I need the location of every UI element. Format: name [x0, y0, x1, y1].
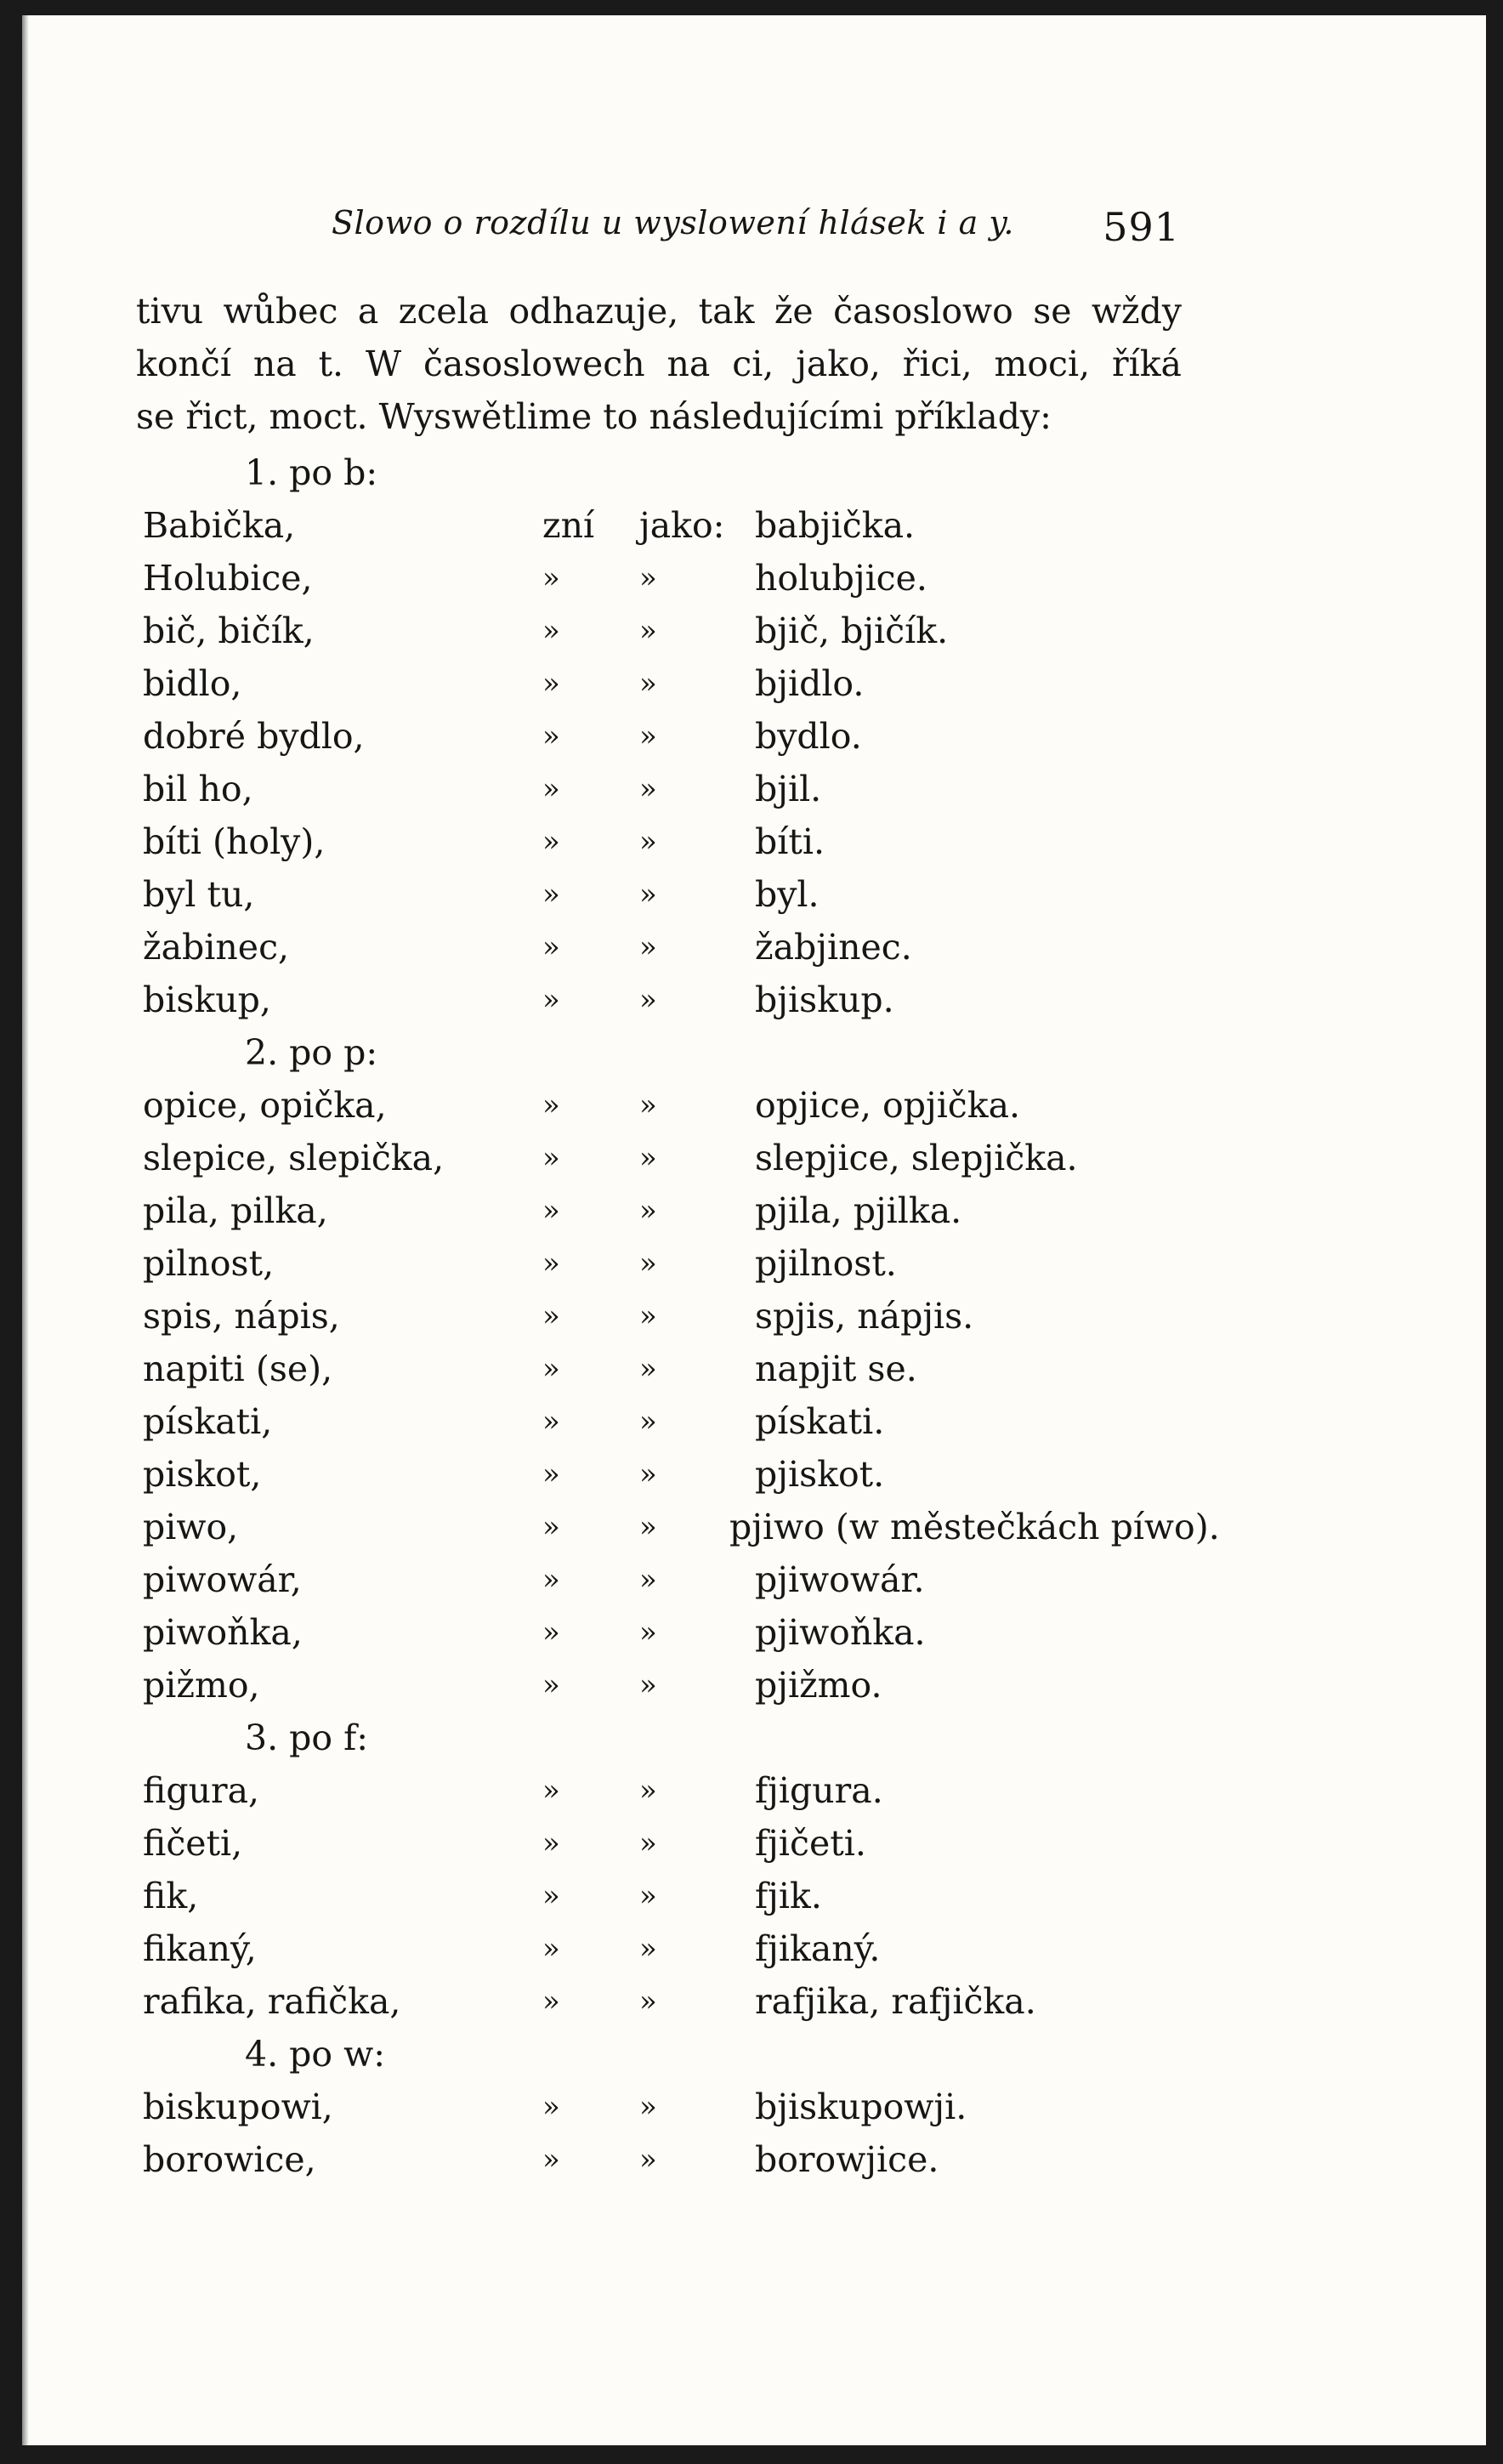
section-heading — [0, 1712, 1503, 1764]
written-word: piskot, — [143, 1454, 262, 1495]
table-row — [0, 974, 1503, 1026]
as-label: » — [639, 1984, 657, 2018]
as-label: » — [639, 1352, 657, 1386]
as-label: » — [639, 1299, 657, 1333]
as-label: » — [639, 719, 657, 753]
sounds-label: » — [542, 1088, 560, 1122]
running-head: Slowo o rozdílu u wyslowení hlásek i a y. — [332, 204, 1014, 241]
written-word: fičeti, — [143, 1823, 243, 1864]
table-row — [0, 1395, 1503, 1448]
pronunciation: babjička. — [755, 505, 916, 546]
pronunciation: fjičeti. — [755, 1823, 866, 1864]
pronunciation: pjiwowár. — [755, 1559, 925, 1600]
written-word: bíti (holy), — [143, 821, 326, 862]
sounds-label: » — [542, 1932, 560, 1966]
pronunciation: napjit se. — [755, 1348, 917, 1389]
as-label: » — [639, 1774, 657, 1808]
as-label: » — [639, 1405, 657, 1439]
sounds-label: » — [542, 2090, 560, 2124]
as-label: » — [639, 877, 657, 911]
section-heading — [0, 1026, 1503, 1079]
as-label: » — [639, 667, 657, 701]
pronunciation-table — [0, 446, 1503, 2186]
sounds-label: » — [542, 719, 560, 753]
pronunciation: borowjice. — [755, 2139, 939, 2180]
as-label: » — [639, 561, 657, 595]
table-row — [0, 1764, 1503, 1817]
written-word: borowice, — [143, 2139, 316, 2180]
written-word: piwowár, — [143, 1559, 302, 1600]
pronunciation: žabjinec. — [755, 927, 912, 968]
sounds-label: » — [542, 1194, 560, 1228]
table-row — [0, 1079, 1503, 1132]
written-word: bil ho, — [143, 769, 253, 809]
sounds-label: » — [542, 825, 560, 859]
pronunciation: rafjika, rafjička. — [755, 1981, 1036, 2022]
sounds-label: » — [542, 1563, 560, 1597]
written-word: žabinec, — [143, 927, 290, 968]
written-word: pižmo, — [143, 1665, 260, 1706]
as-label: » — [639, 1563, 657, 1597]
pronunciation: bjil. — [755, 769, 822, 809]
sounds-label: » — [542, 983, 560, 1017]
pronunciation: pjiwoňka. — [755, 1612, 926, 1653]
pronunciation: opjice, opjička. — [755, 1085, 1021, 1126]
written-word: opice, opička, — [143, 1085, 387, 1126]
pronunciation: fjik. — [755, 1876, 822, 1916]
written-word: fikaný, — [143, 1928, 257, 1969]
written-word: byl tu, — [143, 874, 255, 915]
pronunciation: pjiwo (w městečkách píwo). — [729, 1507, 1220, 1547]
written-word: Holubice, — [143, 558, 313, 599]
written-word: fik, — [143, 1876, 199, 1916]
as-label: » — [639, 1141, 657, 1175]
intro-paragraph — [136, 285, 1182, 443]
table-row — [0, 868, 1503, 921]
written-word: napiti (se), — [143, 1348, 333, 1389]
section-heading-label: 3. po f: — [245, 1717, 369, 1758]
sounds-label: » — [542, 877, 560, 911]
as-label: » — [639, 983, 657, 1017]
table-row — [0, 1343, 1503, 1395]
table-row — [0, 552, 1503, 605]
as-label: » — [639, 1615, 657, 1649]
as-label: » — [639, 2090, 657, 2124]
sounds-label: » — [542, 1246, 560, 1280]
as-label: » — [639, 2143, 657, 2177]
pronunciation: pískati. — [755, 1401, 885, 1442]
table-row — [0, 1501, 1503, 1553]
written-word: dobré bydlo, — [143, 716, 365, 757]
pronunciation: slepjice, slepjička. — [755, 1138, 1078, 1178]
section-heading — [0, 446, 1503, 499]
as-label: » — [639, 1826, 657, 1860]
pronunciation: bydlo. — [755, 716, 862, 757]
written-word: biskupowi, — [143, 2086, 333, 2127]
written-word: piwo, — [143, 1507, 239, 1547]
as-label: » — [639, 930, 657, 964]
written-word: bidlo, — [143, 663, 242, 704]
written-word: slepice, slepička, — [143, 1138, 445, 1178]
written-word: spis, nápis, — [143, 1296, 340, 1337]
pronunciation: fjikaný. — [755, 1928, 881, 1969]
table-row — [0, 1237, 1503, 1290]
table-row — [0, 499, 1503, 552]
table-row — [0, 1922, 1503, 1975]
sounds-label: » — [542, 561, 560, 595]
sounds-label: » — [542, 1826, 560, 1860]
pronunciation: pjižmo. — [755, 1665, 882, 1706]
section-heading-label: 2. po p: — [245, 1032, 378, 1073]
as-label: » — [639, 1879, 657, 1913]
intro-line: končí na t. W časoslowech na ci, jako, řici, moci, říká — [136, 343, 1182, 384]
table-row — [0, 605, 1503, 657]
sounds-label: » — [542, 1510, 560, 1544]
table-row — [0, 1448, 1503, 1501]
pronunciation: fjigura. — [755, 1770, 883, 1811]
table-row — [0, 1975, 1503, 2028]
pronunciation: spjis, nápjis. — [755, 1296, 974, 1337]
sounds-label: » — [542, 2143, 560, 2177]
table-row — [0, 2081, 1503, 2133]
sounds-label: » — [542, 1457, 560, 1491]
table-row — [0, 763, 1503, 815]
written-word: bič, bičík, — [143, 610, 315, 651]
sounds-label: » — [542, 614, 560, 648]
written-word: pískati, — [143, 1401, 273, 1442]
sounds-label: » — [542, 1615, 560, 1649]
section-heading-label: 1. po b: — [245, 452, 378, 493]
intro-line: tivu wůbec a zcela odhazuje, tak že časoslowo se wždy — [136, 291, 1182, 332]
table-row — [0, 2133, 1503, 2186]
as-label: » — [639, 1088, 657, 1122]
written-word: Babička, — [143, 505, 296, 546]
pronunciation: byl. — [755, 874, 820, 915]
as-label: » — [639, 1510, 657, 1544]
table-row — [0, 1817, 1503, 1870]
sounds-label: » — [542, 772, 560, 806]
table-row — [0, 1870, 1503, 1922]
sounds-label: » — [542, 667, 560, 701]
sounds-label: » — [542, 1141, 560, 1175]
table-row — [0, 921, 1503, 974]
sounds-label: » — [542, 1984, 560, 2018]
intro-line: se řict, moct. Wyswětlime to následujícími příklady: — [136, 396, 1052, 437]
table-row — [0, 657, 1503, 710]
table-row — [0, 1606, 1503, 1659]
table-row — [0, 1184, 1503, 1237]
section-heading — [0, 2028, 1503, 2081]
written-word: pila, pilka, — [143, 1190, 328, 1231]
as-label: » — [639, 1194, 657, 1228]
sounds-label: » — [542, 1668, 560, 1702]
table-row — [0, 1659, 1503, 1712]
as-label: jako: — [639, 505, 725, 546]
table-row — [0, 1553, 1503, 1606]
sounds-label: » — [542, 1299, 560, 1333]
written-word: pilnost, — [143, 1243, 275, 1284]
sounds-label: » — [542, 930, 560, 964]
pronunciation: pjiskot. — [755, 1454, 885, 1495]
as-label: » — [639, 614, 657, 648]
pronunciation: bjiskup. — [755, 979, 894, 1020]
sounds-label: » — [542, 1879, 560, 1913]
written-word: rafika, rafička, — [143, 1981, 401, 2022]
pronunciation: bjič, bjičík. — [755, 610, 949, 651]
sounds-label: » — [542, 1405, 560, 1439]
table-row — [0, 1132, 1503, 1184]
sounds-label: zní — [542, 505, 595, 546]
table-row — [0, 1290, 1503, 1343]
sounds-label: » — [542, 1774, 560, 1808]
written-word: figura, — [143, 1770, 260, 1811]
page-number: 591 — [1103, 204, 1180, 250]
pronunciation: pjilnost. — [755, 1243, 897, 1284]
as-label: » — [639, 1668, 657, 1702]
pronunciation: bíti. — [755, 821, 825, 862]
scan-border-top — [0, 0, 1503, 15]
pronunciation: bjiskupowji. — [755, 2086, 967, 2127]
written-word: piwoňka, — [143, 1612, 303, 1653]
as-label: » — [639, 1457, 657, 1491]
as-label: » — [639, 772, 657, 806]
sounds-label: » — [542, 1352, 560, 1386]
table-row — [0, 710, 1503, 763]
scan-border-bottom — [0, 2445, 1503, 2464]
as-label: » — [639, 825, 657, 859]
pronunciation: holubjice. — [755, 558, 927, 599]
as-label: » — [639, 1932, 657, 1966]
section-heading-label: 4. po w: — [245, 2034, 386, 2075]
as-label: » — [639, 1246, 657, 1280]
pronunciation: bjidlo. — [755, 663, 865, 704]
written-word: biskup, — [143, 979, 271, 1020]
pronunciation: pjila, pjilka. — [755, 1190, 962, 1231]
table-row — [0, 815, 1503, 868]
